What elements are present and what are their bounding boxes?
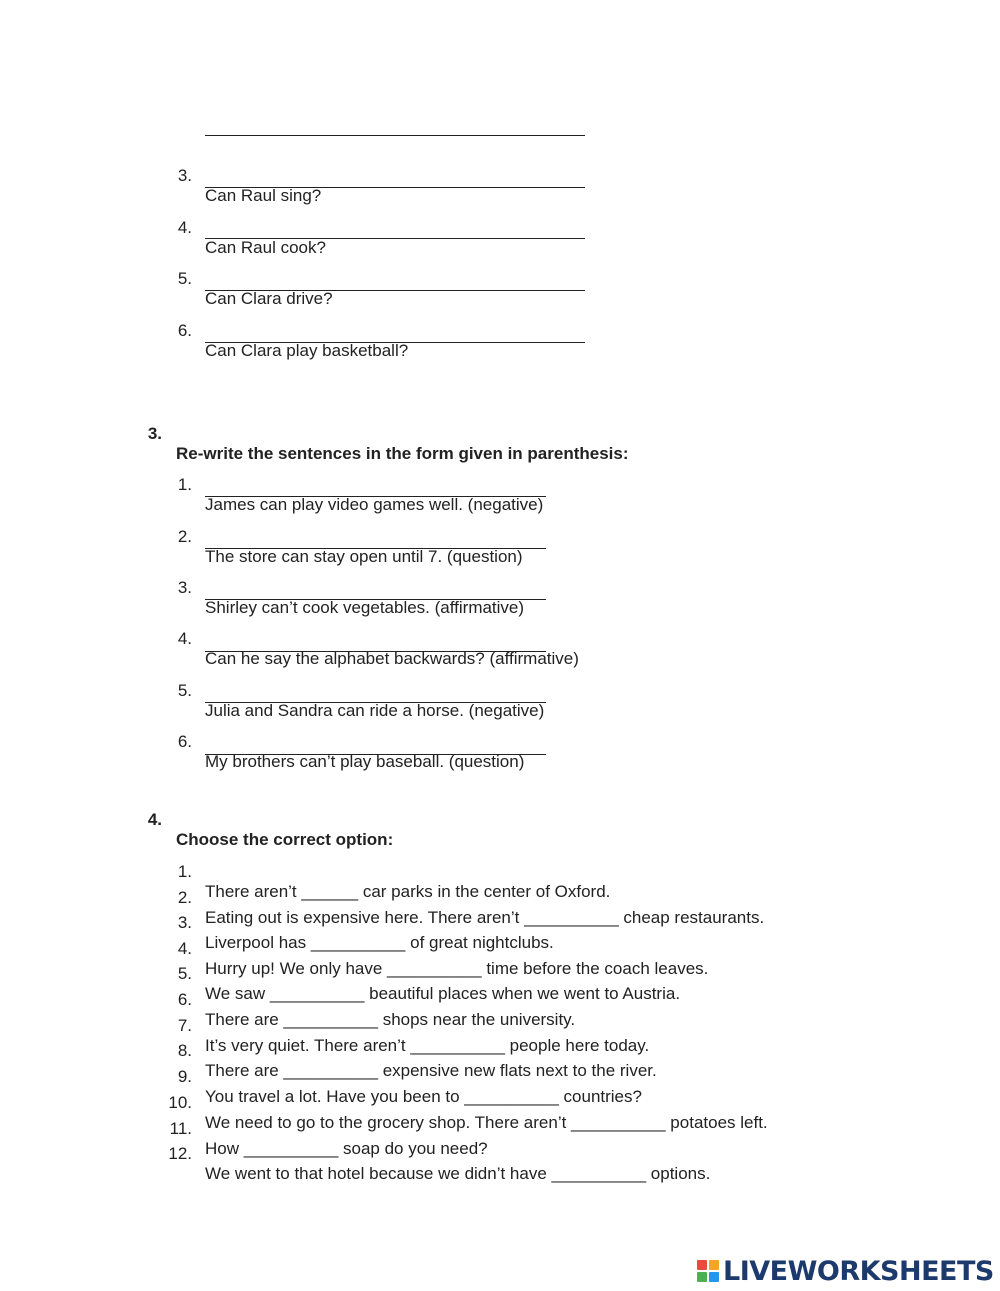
list-item: 6. There are __________ shops near the university. — [177, 990, 576, 1029]
logo-block — [709, 1260, 719, 1270]
logo-block — [697, 1272, 707, 1282]
list-item: 6. Can Clara play basketball? — [177, 321, 409, 360]
logo-block — [697, 1260, 707, 1270]
list-item: 3. Liverpool has __________ of great nightclubs. — [177, 913, 554, 952]
list-item: 4. Can he say the alphabet backwards? (affirmative) — [177, 629, 579, 668]
list-item: 12. We went to that hotel because we didn’t have __________ options. — [168, 1144, 711, 1183]
section-heading: 4. Choose the correct option: — [147, 810, 394, 849]
list-item: 11. How __________ soap do you need? — [169, 1119, 488, 1158]
list-item: 3. Shirley can’t cook vegetables. (affirmative) — [177, 578, 525, 617]
list-item: 8. There are __________ expensive new flats next to the river. — [177, 1041, 657, 1080]
list-item: 7. It’s very quiet. There aren’t __________ people here today. — [177, 1016, 650, 1055]
answer-line[interactable] — [205, 238, 585, 239]
list-item: 2. Eating out is expensive here. There aren’t __________ cheap restaurants. — [177, 888, 765, 927]
answer-line[interactable] — [205, 290, 585, 291]
list-item: 6. My brothers can’t play baseball. (question) — [177, 732, 525, 771]
list-item: 5. Can Clara drive? — [177, 269, 333, 308]
list-item: 1. There aren’t ______ car parks in the center of Oxford. — [177, 862, 611, 901]
logo-text: LIVEWORKSHEETS — [723, 1255, 994, 1287]
section-heading: 3. Re-write the sentences in the form given in parenthesis: — [147, 424, 629, 463]
answer-line[interactable] — [205, 496, 546, 497]
list-item: 2. The store can stay open until 7. (question) — [177, 527, 523, 566]
list-item: 10. We need to go to the grocery shop. There aren’t __________ potatoes left. — [168, 1093, 768, 1132]
answer-line[interactable] — [205, 548, 546, 549]
answer-line[interactable] — [205, 651, 546, 652]
answer-line[interactable] — [205, 135, 585, 136]
answer-line[interactable] — [205, 599, 546, 600]
list-item: 4. Can Raul cook? — [177, 218, 326, 257]
logo-blocks-icon — [697, 1260, 719, 1282]
liveworksheets-logo — [697, 1254, 994, 1288]
answer-line[interactable] — [205, 342, 585, 343]
list-item: 5. Julia and Sandra can ride a horse. (negative) — [177, 681, 545, 720]
list-item: 9. You travel a lot. Have you been to __________ countries? — [177, 1067, 642, 1106]
list-item: 4. Hurry up! We only have __________ time before the coach leaves. — [177, 939, 709, 978]
answer-line[interactable] — [205, 754, 546, 755]
answer-line[interactable] — [205, 702, 546, 703]
list-item: 3. Can Raul sing? — [177, 166, 322, 205]
logo-block — [709, 1272, 719, 1282]
answer-line[interactable] — [205, 187, 585, 188]
list-item: 5. We saw __________ beautiful places when we went to Austria. — [177, 964, 681, 1003]
list-item: 1. James can play video games well. (negative) — [177, 475, 544, 514]
